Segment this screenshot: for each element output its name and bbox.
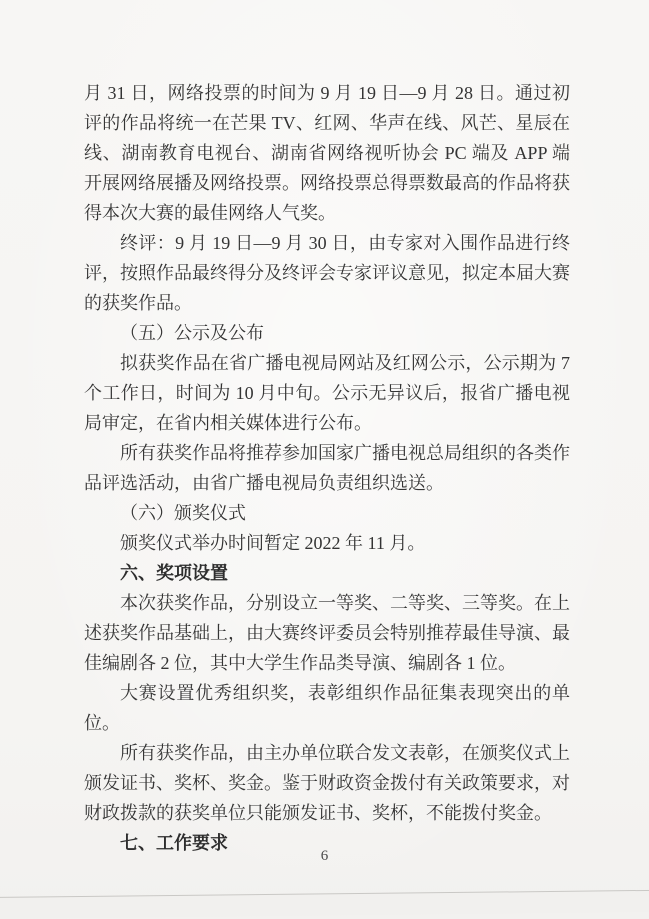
paragraph: 拟获奖作品在省广播电视局网站及红网公示，公示期为 7 个工作日，时间为 10 月中旬。公示无异议后，报省广播电视局审定，在省内相关媒体进行公布。 xyxy=(84,353,570,433)
paragraph: 大赛设置优秀组织奖，表彰组织作品征集表现突出的单位。 xyxy=(84,683,570,733)
paragraph: 所有获奖作品将推荐参加国家广播电视总局组织的各类作品评选活动，由省广播电视局负责组织选送。 xyxy=(84,443,570,493)
document-body xyxy=(84,78,570,858)
section-heading: 六、奖项设置 xyxy=(120,563,228,583)
sub-section-heading: （五）公示及公布 xyxy=(120,323,264,343)
paragraph: 所有获奖作品，由主办单位联合发文表彰，在颁奖仪式上颁发证书、奖杯、奖金。鉴于财政资金拨付有关政策要求，对财政拨款的获奖单位只能颁发证书、奖杯，不能拨付奖金。 xyxy=(84,743,570,823)
paragraph: 月 31 日，网络投票的时间为 9 月 19 日—9 月 28 日。通过初评的作品将统一在芒果 TV、红网、华声在线、风芒、星辰在线、湖南教育电视台、湖南省网络视听协会 PC 端及 APP 端开展网络展播及网络投票。网络投票总得票数最高的作品将获得本次大赛的最佳网络人气奖。 xyxy=(84,83,570,223)
paragraph: 终评：9 月 19 日—9 月 30 日，由专家对入围作品进行终评，按照作品最终得分及终评会专家评议意见，拟定本届大赛的获奖作品。 xyxy=(84,233,570,313)
paragraph: 本次获奖作品，分别设立一等奖、二等奖、三等奖。在上述获奖作品基础上，由大赛终评委员会特别推荐最佳导演、最佳编剧各 2 位，其中大学生作品类导演、编剧各 1 位。 xyxy=(84,593,570,673)
paragraph: 颁奖仪式举办时间暂定 2022 年 11 月。 xyxy=(120,533,426,553)
sub-section-heading: （六）颁奖仪式 xyxy=(120,503,246,523)
section-heading: 七、工作要求 xyxy=(120,833,228,853)
page-number: 6 xyxy=(320,848,329,864)
